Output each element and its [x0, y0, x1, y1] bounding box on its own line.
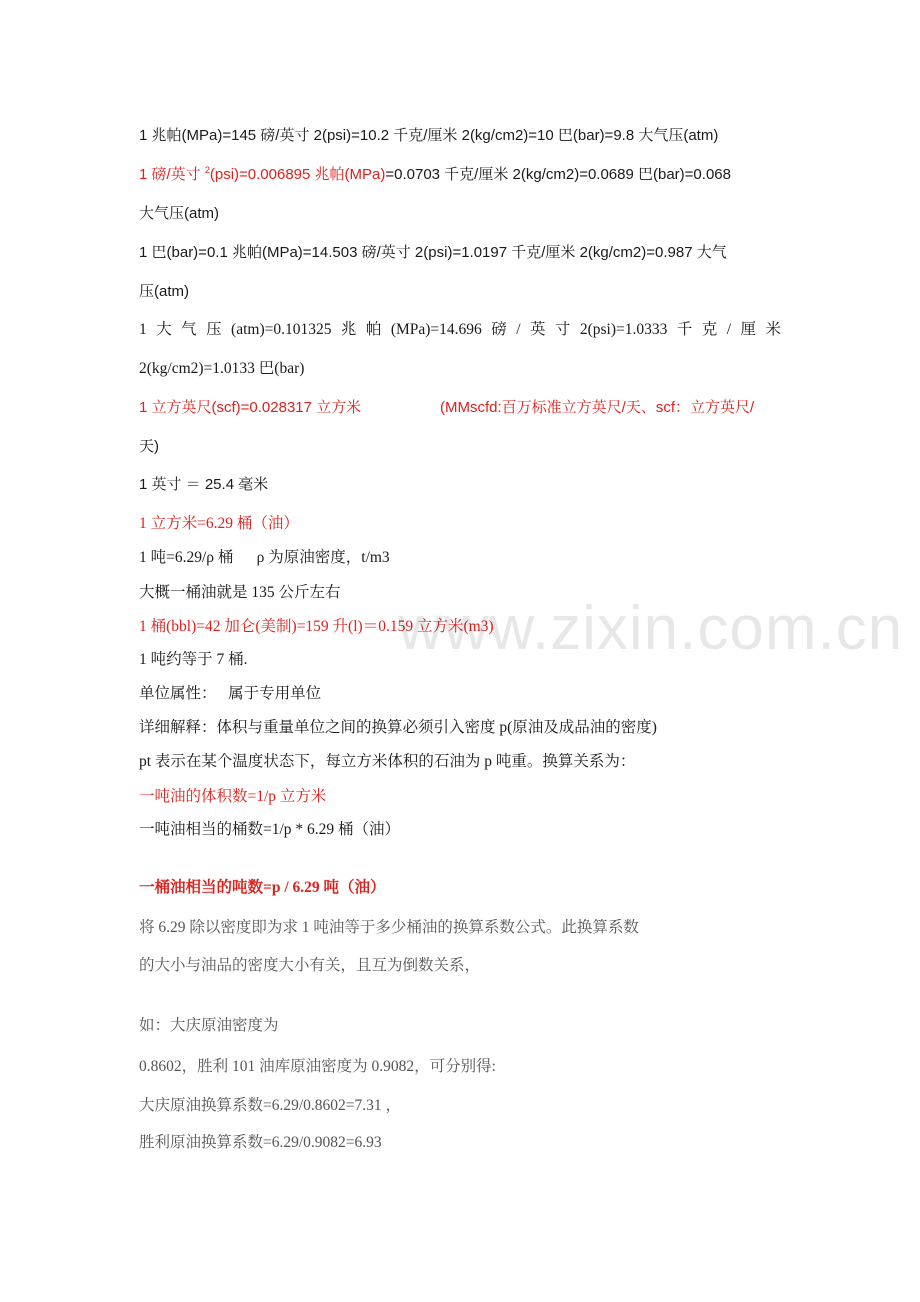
atm-token: 2(psi)=1.0333	[579, 321, 668, 338]
atm-token: 帕	[365, 321, 382, 338]
line-barrel-ton-formula: 一桶油相当的吨数=p / 6.29 吨（油）	[139, 879, 386, 896]
psi-black-part: =0.0703 千克/厘米 2(kg/cm2)=0.0689 巴(bar)=0.068	[385, 166, 731, 183]
line-example-intro: 如：大庆原油密度为	[139, 1017, 279, 1034]
line-coefficient-explanation: 将 6.29 除以密度即为求 1 吨油等于多少桶油的换算系数公式。此换算系数	[139, 919, 639, 936]
line-mpa-conversion: 1 兆帕(MPa)=145 磅/英寸 2(psi)=10.2 千克/厘米 2(kg/cm2)=10 巴(bar)=9.8 大气压(atm)	[139, 127, 719, 144]
atm-token: 压	[206, 321, 222, 338]
psi-prefix: 1 磅/英寸	[139, 166, 205, 183]
atm-token: 大	[156, 321, 172, 338]
line-detail-explanation: 详细解释：体积与重量单位之间的换算必须引入密度 p(原油及成品油的密度)	[139, 719, 657, 736]
line-psi-conversion-cont: 大气压(atm)	[139, 205, 219, 222]
psi-red-part: (psi)=0.006895 兆帕(MPa)	[209, 166, 386, 183]
atm-token: (MPa)=14.696	[390, 321, 482, 338]
line-barrel-weight: 大概一桶油就是 135 公斤左右	[139, 584, 341, 601]
atm-token: 英	[529, 321, 546, 338]
line-ton-barrel-formula: 一吨油相当的桶数=1/p * 6.29 桶（油）	[139, 821, 401, 838]
line-barrel-volume: 1 桶(bbl)=42 加仑(美制)=159 升(l)＝0.159 立方米(m3)	[139, 618, 494, 635]
line-shengli-coefficient: 胜利原油换算系数=6.29/0.9082=6.93	[139, 1134, 382, 1151]
line-density-definition: pt 表示在某个温度状态下，每立方米体积的石油为 p 吨重。换算关系为：	[139, 753, 636, 770]
line-atm-conversion-cont: 2(kg/cm2)=1.0133 巴(bar)	[139, 360, 305, 377]
line-unit-attribute: 单位属性： 属于专用单位	[139, 685, 322, 702]
atm-token: 气	[181, 321, 197, 338]
atm-token: 千	[676, 321, 693, 338]
line-ton-volume-formula: 一吨油的体积数=1/p 立方米	[139, 788, 327, 805]
line-bar-conversion: 1 巴(bar)=0.1 兆帕(MPa)=14.503 磅/英寸 2(psi)=1.0197 千克/厘米 2(kg/cm2)=0.987 大气	[139, 244, 727, 261]
line-mmscfd-note-cont: 天)	[139, 438, 159, 455]
atm-token: /	[726, 321, 732, 338]
atm-token: 兆	[340, 321, 357, 338]
line-psi-conversion	[139, 165, 731, 185]
line-mmscfd-note: (MMscfd:百万标准立方英尺/天、scf：立方英尺/	[440, 399, 755, 416]
atm-token: /	[516, 321, 521, 338]
line-cubic-meter-barrel: 1 立方米=6.29 桶（油）	[139, 515, 299, 532]
line-ton-barrel: 1 吨=6.29/ρ 桶 ρ 为原油密度，t/m3	[139, 549, 390, 566]
line-example-densities: 0.8602，胜利 101 油库原油密度为 0.9082，可分别得:	[139, 1058, 496, 1075]
atm-token: 厘	[740, 321, 756, 338]
atm-token: 磅	[491, 321, 507, 338]
atm-token: 克	[701, 321, 718, 338]
line-daqing-coefficient: 大庆原油换算系数=6.29/0.8602=7.31 ，	[139, 1097, 402, 1114]
line-atm-conversion	[139, 320, 781, 340]
line-scf-conversion: 1 立方英尺(scf)=0.028317 立方米	[139, 399, 362, 416]
atm-token: 1	[139, 321, 147, 338]
atm-token: (atm)=0.101325	[231, 321, 332, 338]
line-bar-conversion-cont: 压(atm)	[139, 283, 189, 300]
line-ton-approx: 1 吨约等于 7 桶.	[139, 651, 248, 668]
line-inch-conversion: 1 英寸 ＝ 25.4 毫米	[139, 476, 269, 493]
watermark: www.zixin.com.cn	[398, 594, 904, 663]
psi-superscript: 2	[204, 165, 210, 175]
atm-token: 米	[765, 321, 781, 338]
line-coefficient-explanation-cont: 的大小与油品的密度大小有关，且互为倒数关系，	[139, 957, 481, 974]
atm-token: 寸	[554, 321, 571, 338]
